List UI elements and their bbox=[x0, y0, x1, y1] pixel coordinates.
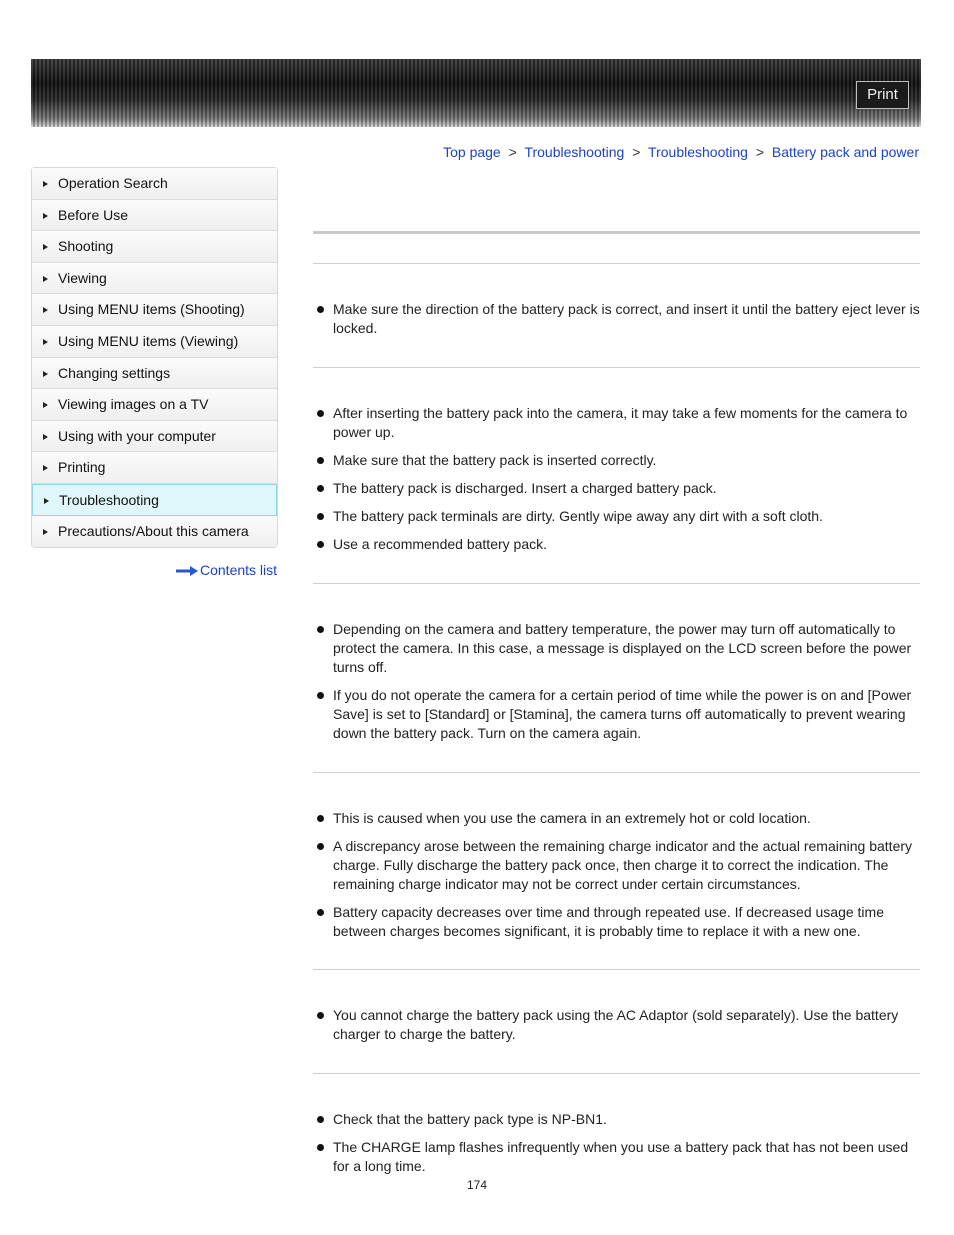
title-divider bbox=[313, 231, 920, 234]
section-1-list bbox=[313, 300, 920, 347]
list-item-text: The battery pack terminals are dirty. Gently wipe away any dirt with a soft cloth. bbox=[333, 508, 823, 524]
list-item bbox=[313, 404, 920, 442]
section-divider bbox=[313, 772, 920, 773]
list-item-text: The CHARGE lamp flashes infrequently when you use a battery pack that has not been used for a long time. bbox=[333, 1139, 909, 1174]
list-item-text: Check that the battery pack type is NP-BN1. bbox=[333, 1111, 607, 1127]
sidebar-item-label: Troubleshooting bbox=[59, 491, 159, 508]
breadcrumb-troubleshooting-2[interactable]: Troubleshooting bbox=[648, 144, 748, 160]
sidebar-item-label: Using with your computer bbox=[58, 427, 216, 444]
bullet-icon bbox=[317, 692, 324, 699]
arrow-right-icon bbox=[43, 402, 48, 408]
bullet-icon bbox=[317, 843, 324, 850]
list-item-text: This is caused when you use the camera in an extremely hot or cold location. bbox=[333, 810, 811, 826]
bullet-icon bbox=[317, 485, 324, 492]
arrow-right-icon bbox=[176, 566, 198, 576]
bullet-icon bbox=[317, 306, 324, 313]
list-item-text: Make sure the direction of the battery pack is correct, and insert it until the battery eject lever is locked. bbox=[333, 301, 920, 336]
arrow-right-icon bbox=[43, 276, 48, 282]
sidebar-nav bbox=[31, 167, 278, 548]
list-item bbox=[313, 1138, 920, 1176]
breadcrumb-separator: > bbox=[632, 144, 641, 160]
bullet-icon bbox=[317, 541, 324, 548]
list-item bbox=[313, 507, 920, 526]
list-item-text: Make sure that the battery pack is inserted correctly. bbox=[333, 452, 657, 468]
bullet-icon bbox=[317, 513, 324, 520]
list-item-text: Battery capacity decreases over time and through repeated use. If decreased usage time between charges becomes significant, it is probably time to replace it with a new one. bbox=[333, 904, 884, 939]
sidebar-item-label: Before Use bbox=[58, 206, 129, 223]
breadcrumb-troubleshooting-1[interactable]: Troubleshooting bbox=[524, 144, 625, 160]
list-item-text: Use a recommended battery pack. bbox=[333, 536, 547, 552]
sidebar-item-shooting[interactable] bbox=[32, 231, 277, 263]
section-divider bbox=[313, 969, 920, 970]
section-4-list bbox=[313, 809, 920, 950]
list-item bbox=[313, 620, 920, 677]
breadcrumb-separator: > bbox=[508, 144, 517, 160]
sidebar-item-label: Viewing bbox=[58, 269, 107, 286]
arrow-right-icon bbox=[43, 465, 48, 471]
sidebar-item-label: Changing settings bbox=[58, 364, 171, 381]
arrow-right-icon bbox=[43, 181, 48, 187]
list-item bbox=[313, 903, 920, 941]
bullet-icon bbox=[317, 1012, 324, 1019]
list-item bbox=[313, 451, 920, 470]
list-item bbox=[313, 686, 920, 743]
arrow-right-icon bbox=[43, 244, 48, 250]
list-item bbox=[313, 809, 920, 828]
sidebar-item-before-use[interactable] bbox=[32, 200, 277, 232]
breadcrumb bbox=[443, 144, 919, 160]
sidebar-item-label: Using MENU items (Shooting) bbox=[58, 301, 245, 318]
sidebar-item-troubleshooting[interactable] bbox=[32, 484, 277, 516]
breadcrumb-battery-pack-and-power[interactable]: Battery pack and power bbox=[771, 144, 919, 160]
list-item-text: A discrepancy arose between the remaining charge indicator and the actual remaining battery charge. Fully discharge the battery pack once, then charge it to correct the indication. The remaining charge indicator may not be correct under certain circumstances. bbox=[333, 838, 913, 892]
sidebar-item-label: Viewing images on a TV bbox=[58, 396, 209, 413]
header-banner bbox=[31, 59, 921, 127]
list-item-text: The battery pack is discharged. Insert a charged battery pack. bbox=[333, 480, 717, 496]
sidebar-item-changing-settings[interactable] bbox=[32, 358, 277, 390]
arrow-right-icon bbox=[43, 529, 48, 535]
arrow-right-icon bbox=[43, 213, 48, 219]
section-divider bbox=[313, 583, 920, 584]
arrow-right-icon bbox=[43, 339, 48, 345]
sidebar-item-viewing-on-tv[interactable] bbox=[32, 389, 277, 421]
list-item bbox=[313, 1110, 920, 1129]
sidebar-item-operation-search[interactable] bbox=[32, 168, 277, 200]
arrow-right-icon bbox=[43, 434, 48, 440]
list-item bbox=[313, 479, 920, 498]
section-3-list bbox=[313, 620, 920, 752]
sidebar-item-menu-viewing[interactable] bbox=[32, 326, 277, 358]
section-divider bbox=[313, 367, 920, 368]
breadcrumb-separator: > bbox=[755, 144, 765, 160]
section-6-list bbox=[313, 1110, 920, 1185]
bullet-icon bbox=[317, 909, 324, 916]
sidebar-item-label: Printing bbox=[58, 459, 106, 476]
list-item-text: After inserting the battery pack into the camera, it may take a few moments for the camera to power up. bbox=[333, 405, 908, 440]
bullet-icon bbox=[317, 1116, 324, 1123]
print-button[interactable]: Print bbox=[856, 81, 909, 109]
list-item bbox=[313, 1006, 920, 1044]
arrow-right-icon bbox=[43, 307, 48, 313]
bullet-icon bbox=[317, 457, 324, 464]
sidebar-item-printing[interactable] bbox=[32, 452, 277, 484]
list-item-text: If you do not operate the camera for a certain period of time while the power is on and [Power Save] is set to [Standard] or [Stamina], the camera turns off automatically to prevent wearing down the battery pack. Turn on the camera again. bbox=[333, 687, 912, 741]
page-number: 174 bbox=[467, 1178, 488, 1192]
section-2-list bbox=[313, 404, 920, 563]
list-item-text: Depending on the camera and battery temperature, the power may turn off automatically to protect the camera. In this case, a message is displayed on the LCD screen before the power turns off. bbox=[333, 621, 912, 675]
sidebar-item-label: Precautions/About this camera bbox=[58, 522, 249, 539]
section-divider bbox=[313, 1073, 920, 1074]
bullet-icon bbox=[317, 815, 324, 822]
bullet-icon bbox=[317, 410, 324, 417]
arrow-right-icon bbox=[44, 498, 49, 504]
arrow-right-icon bbox=[43, 371, 48, 377]
contents-list-link[interactable] bbox=[176, 562, 277, 578]
sidebar-item-viewing[interactable] bbox=[32, 263, 277, 295]
sidebar-item-label: Shooting bbox=[58, 238, 114, 255]
sidebar-item-label: Using MENU items (Viewing) bbox=[58, 332, 239, 349]
contents-list-label: Contents list bbox=[200, 562, 278, 578]
sidebar-item-label: Operation Search bbox=[58, 175, 168, 191]
section-divider bbox=[313, 263, 920, 264]
sidebar-item-using-computer[interactable] bbox=[32, 421, 277, 453]
sidebar-item-precautions[interactable] bbox=[32, 516, 277, 548]
bullet-icon bbox=[317, 1144, 324, 1151]
bullet-icon bbox=[317, 626, 324, 633]
breadcrumb-top-page[interactable]: Top page bbox=[443, 144, 501, 160]
list-item bbox=[313, 837, 920, 894]
list-item bbox=[313, 300, 920, 338]
list-item bbox=[313, 535, 920, 554]
list-item-text: You cannot charge the battery pack using the AC Adaptor (sold separately). Use the battery charger to charge the battery. bbox=[333, 1007, 899, 1042]
sidebar-item-menu-shooting[interactable] bbox=[32, 294, 277, 326]
section-5-list bbox=[313, 1006, 920, 1053]
